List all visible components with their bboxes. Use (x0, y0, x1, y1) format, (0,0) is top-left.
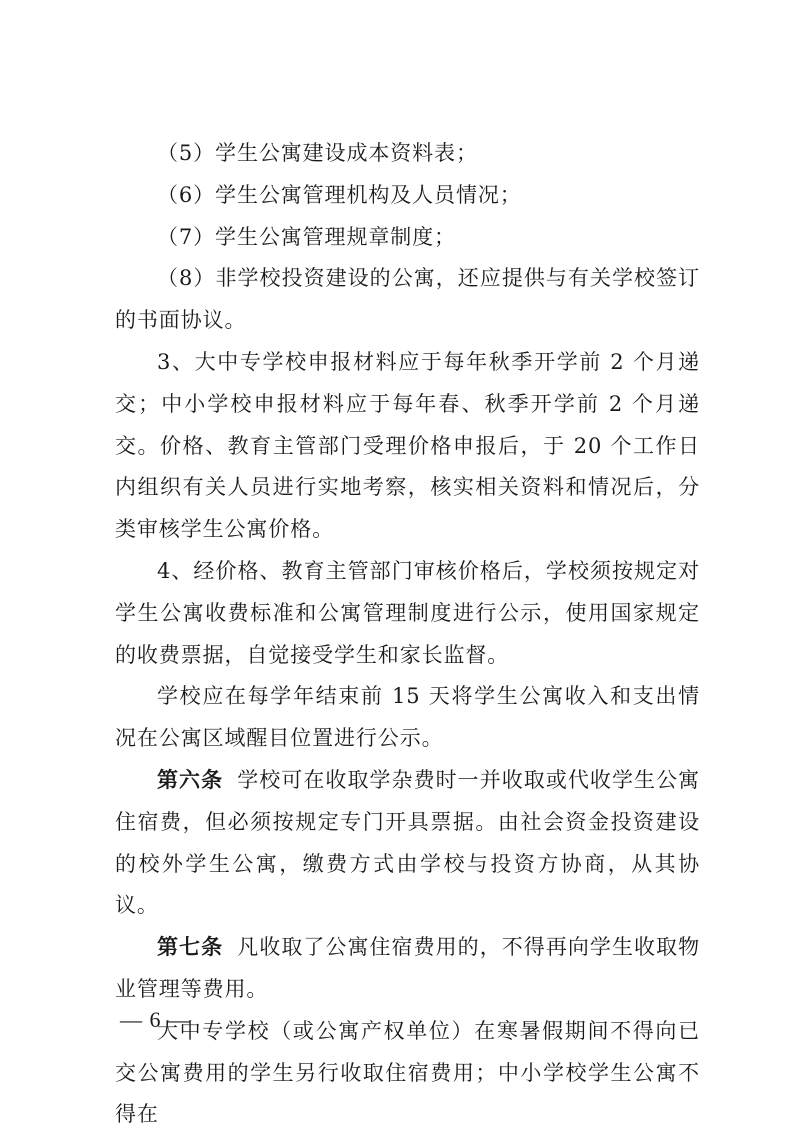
article-7-text: 凡收取了公寓住宿费用的，不得再向学生收取物业管理等费用。 (115, 935, 700, 1001)
list-item-6: （6）学生公寓管理机构及人员情况； (157, 182, 522, 207)
page-number: — 6 — (120, 1007, 191, 1032)
article-7-heading: 第七条 (157, 935, 224, 960)
article-6-text: 学校可在收取学杂费时一并收取或代收学生公寓住宿费，但必须按规定专门开具票据。由社会资金投资建设的校外学生公寓，缴费方式由学校与投资方协商，从其协议。 (115, 767, 700, 918)
list-item-7: （7）学生公寓管理规章制度； (157, 224, 456, 249)
paragraph-vacation: 大中专学校（或公寓产权单位）在寒暑假期间不得向已交公寓费用的学生另行收取住宿费用；中小学校学生公寓不得在 (115, 1018, 700, 1127)
list-item-5: （5）学生公寓建设成本资料表； (157, 141, 478, 165)
paragraph-publicity: 学校应在每学年结束前 15 天将学生公寓收入和支出情况在公寓区域醒目位置进行公示。 (115, 684, 700, 751)
paragraph-3: 3、大中专学校申报材料应于每年秋季开学前 2 个月递交；中小学校申报材料应于每年春、秋季开学前 2 个月递交。价格、教育主管部门受理价格申报后，于 20 个工作日内组织有关人员进行实地考察，核实相关资料和情况后，分类审核学生公寓价格。 (115, 349, 700, 542)
article-7 (115, 927, 700, 1011)
document-body (115, 133, 700, 1136)
list-item-8: （8）非学校投资建设的公寓，还应提供与有关学校签订的书面协议。 (115, 266, 700, 333)
paragraph-4: 4、经价格、教育主管部门审核价格后，学校须按规定对学生公寓收费标准和公寓管理制度进行公示，使用国家规定的收费票据，自觉接受学生和家长监督。 (115, 558, 700, 667)
article-6-heading: 第六条 (157, 767, 224, 792)
article-6 (115, 760, 700, 927)
